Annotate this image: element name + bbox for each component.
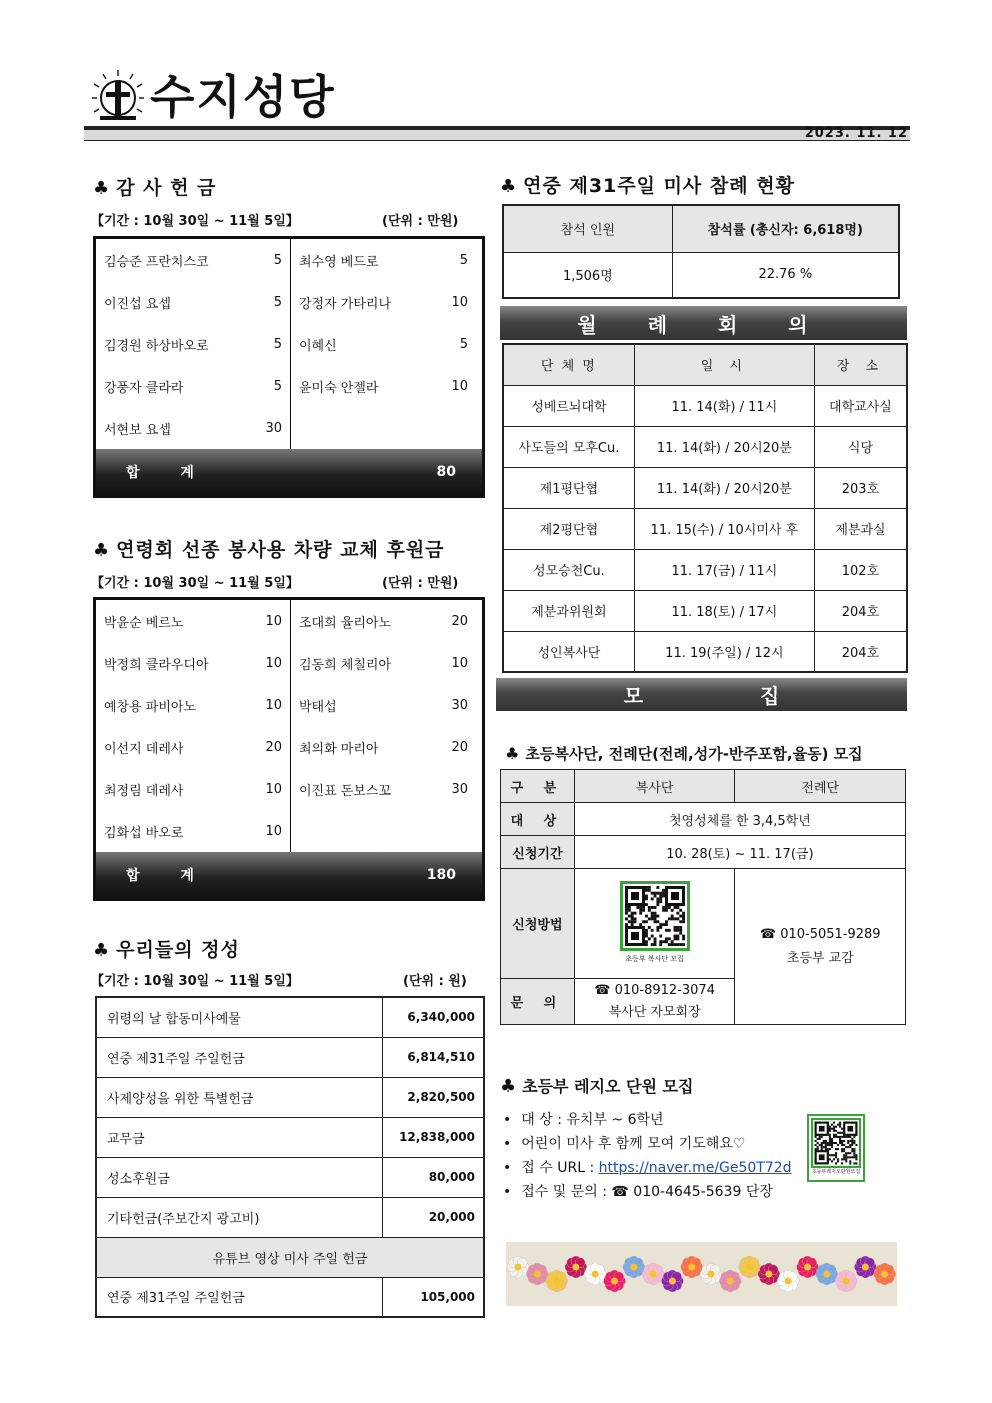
vehicle-box	[93, 597, 485, 901]
donor-name: 박정희 클라우디아	[104, 657, 209, 673]
donor-name: 강풍자 클라라	[104, 380, 184, 396]
legio-item-url: • 접 수 URL : https://naver.me/Ge50T72d	[503, 1156, 792, 1180]
donor-name: 김화섭 바오로	[104, 825, 184, 841]
meeting-group: 제분과위원회	[503, 590, 634, 631]
vehicle-period: 【기간 : 10월 30일 ~ 11월 5일】	[91, 576, 299, 591]
recruit-inquiry-label: 문 의	[501, 979, 575, 1025]
vehicle-grid	[96, 600, 482, 852]
donor-entry	[96, 323, 291, 365]
donor-entry	[291, 768, 476, 810]
legio-heading: ♣ 초등부 레지오 단원 모집	[500, 1076, 694, 1097]
donor-entry	[96, 239, 291, 281]
donor-entry	[291, 600, 476, 642]
offering-amount: 6,340,000	[382, 997, 484, 1037]
meeting-place: 제분과실	[814, 508, 907, 549]
donor-amount: 5	[459, 336, 468, 352]
offering-row	[96, 997, 484, 1037]
donor-name: 김동희 체칠리아	[299, 657, 392, 673]
offering-amount: 80,000	[382, 1157, 484, 1197]
recruit-col-div: 구 분	[501, 770, 575, 803]
donor-name: 윤미숙 안젤라	[299, 380, 379, 396]
legio-item-desc: • 어린이 미사 후 함께 모여 기도해요♡	[503, 1132, 792, 1156]
flower-banner	[506, 1242, 897, 1306]
donor-amount: 10	[451, 655, 468, 671]
meeting-group: 제1평단협	[503, 467, 634, 508]
donor-amount: 30	[265, 420, 282, 436]
donor-entry	[291, 642, 476, 684]
thanks-grid	[96, 239, 482, 449]
thanks-heading: ♣ 감 사 헌 금	[93, 177, 217, 199]
vehicle-unit: (단위 : 만원)	[382, 576, 459, 591]
offering-amount: 12,838,000	[382, 1117, 484, 1157]
donor-entry	[291, 323, 476, 365]
meeting-time: 11. 14(화) / 11시	[634, 385, 814, 426]
liturgy-phone: ☎ 010-5051-9289	[759, 926, 881, 942]
offering-row	[96, 1277, 484, 1317]
meeting-time: 11. 19(주일) / 12시	[634, 631, 814, 672]
offering-amount: 2,820,500	[382, 1077, 484, 1117]
cross-logo-icon	[92, 70, 144, 124]
legio-item-contact: • 접수 및 문의 : ☎ 010-4645-5639 단장	[503, 1180, 792, 1204]
offering-name: 기타헌금(주보간지 광고비)	[96, 1197, 382, 1237]
qr-caption: 초등부 복사단 모집	[625, 954, 684, 963]
meeting-group: 제2평단협	[503, 508, 634, 549]
meeting-row	[503, 631, 907, 672]
donor-name: 최정림 데레사	[104, 783, 184, 799]
altar-phone: ☎ 010-8912-3074	[594, 982, 715, 998]
meeting-time: 11. 14(화) / 20시20분	[634, 467, 814, 508]
meeting-group: 성베르뇌대학	[503, 385, 634, 426]
recruit-period: 10. 28(토) ~ 11. 17(금)	[574, 836, 905, 869]
recruit-subheading: ♣ 초등복사단, 전례단(전례,성가-반주포함,율동) 모집	[505, 744, 863, 763]
club-icon: ♣	[93, 540, 111, 561]
offering-table	[95, 996, 485, 1318]
legio-list	[503, 1108, 792, 1204]
vehicle-heading: ♣ 연령회 선종 봉사용 차량 교체 후원금	[93, 539, 445, 561]
meeting-row	[503, 590, 907, 631]
thanks-period: 【기간 : 10월 30일 ~ 11월 5일】	[91, 214, 299, 229]
meeting-time: 11. 14(화) / 20시20분	[634, 426, 814, 467]
thanks-unit: (단위 : 만원)	[382, 214, 459, 229]
donor-name: 이진표 돈보스꼬	[299, 783, 392, 799]
offering-name: 연중 제31주일 주일헌금	[96, 1277, 382, 1317]
donor-name: 이혜신	[299, 338, 337, 354]
offering-row	[96, 1117, 484, 1157]
donor-amount: 10	[265, 613, 282, 629]
meeting-row	[503, 426, 907, 467]
donor-entry	[96, 365, 291, 407]
donor-entry	[291, 281, 476, 323]
donor-amount: 10	[265, 697, 282, 713]
recruit-heading: 모 집	[496, 678, 907, 711]
donor-name: 최의화 마리아	[299, 741, 379, 757]
offering-heading: ♣ 우리들의 정성	[93, 939, 240, 961]
donor-amount: 30	[451, 697, 468, 713]
donor-entry	[291, 239, 476, 281]
offering-name: 사제양성을 위한 특별헌금	[96, 1077, 382, 1117]
recruit-col-altar: 복사단	[574, 770, 735, 803]
donor-amount: 5	[273, 252, 282, 268]
meeting-place: 식당	[814, 426, 907, 467]
liturgy-contact: 초등부 교감	[786, 950, 854, 966]
club-icon: ♣	[93, 178, 111, 199]
meeting-place: 204호	[814, 590, 907, 631]
qr-code-icon[interactable]	[620, 881, 690, 951]
donor-entry	[96, 810, 291, 852]
meeting-place: 204호	[814, 631, 907, 672]
donor-entry	[291, 365, 476, 407]
offering-amount: 105,000	[382, 1277, 484, 1317]
donor-name: 이선지 데레사	[104, 741, 184, 757]
meeting-time: 11. 18(토) / 17시	[634, 590, 814, 631]
donor-name: 서현보 요셉	[104, 422, 171, 438]
altar-contact: 복사단 자모회장	[608, 1004, 701, 1020]
attendance-heading: ♣ 연중 제31주일 미사 참례 현황	[500, 175, 795, 197]
recruit-target: 첫영성체를 한 3,4,5학년	[574, 803, 905, 836]
donor-amount: 20	[265, 739, 282, 755]
attendance-col-count: 참석 인원	[503, 205, 672, 252]
youtube-label: 유튜브 영상 미사 주일 헌금	[96, 1237, 484, 1277]
donor-name: 조대희 율리아노	[299, 615, 392, 631]
parish-title: 수지성당	[150, 70, 336, 124]
legio-item-target: • 대 상 : 유치부 ~ 6학년	[503, 1108, 792, 1132]
donor-amount: 10	[265, 823, 282, 839]
offering-row	[96, 1157, 484, 1197]
recruit-target-label: 대 상	[501, 803, 575, 836]
offering-name: 교무금	[96, 1117, 382, 1157]
thanks-box	[93, 236, 485, 498]
meeting-row	[503, 385, 907, 426]
youtube-header-row	[96, 1237, 484, 1277]
donor-amount: 10	[265, 781, 282, 797]
donor-entry	[96, 768, 291, 810]
donor-amount: 5	[273, 294, 282, 310]
meeting-row	[503, 467, 907, 508]
thanks-total-row: 합 계 80	[96, 449, 482, 495]
header-band	[84, 130, 910, 141]
recruit-method-label: 신청방법	[501, 869, 575, 979]
donor-name: 예창용 파비아노	[104, 699, 197, 715]
legio-url-link[interactable]: https://naver.me/Ge50T72d	[598, 1160, 792, 1176]
donor-entry	[96, 281, 291, 323]
attendance-rate: 22.76 %	[672, 252, 899, 298]
attendance-col-rate: 참석률 (총신자: 6,618명)	[672, 205, 899, 252]
donor-name: 이진섭 요셉	[104, 296, 171, 312]
donor-entry	[291, 684, 476, 726]
recruit-period-label: 신청기간	[501, 836, 575, 869]
attendance-count: 1,506명	[503, 252, 672, 298]
recruit-qr-cell	[574, 869, 735, 979]
donor-name: 강정자 가타리나	[299, 296, 392, 312]
offering-row	[96, 1037, 484, 1077]
meeting-place: 102호	[814, 549, 907, 590]
recruit-altar-contact-cell	[574, 979, 735, 1025]
donor-entry	[291, 726, 476, 768]
donor-name: 박태섭	[299, 699, 337, 715]
meeting-group: 사도들의 모후Cu.	[503, 426, 634, 467]
donor-amount: 10	[451, 378, 468, 394]
donor-amount: 10	[265, 655, 282, 671]
thanks-total: 80	[436, 464, 456, 480]
club-icon: ♣	[93, 940, 111, 961]
donor-entry	[96, 600, 291, 642]
offering-row	[96, 1197, 484, 1237]
legio-qr-box	[807, 1114, 865, 1182]
vehicle-total: 180	[426, 867, 456, 883]
donor-amount: 10	[451, 294, 468, 310]
meeting-time: 11. 17(금) / 11시	[634, 549, 814, 590]
recruit-col-liturgy: 전례단	[735, 770, 906, 803]
meeting-place: 203호	[814, 467, 907, 508]
meeting-group: 성인복사단	[503, 631, 634, 672]
qr-code-icon[interactable]	[811, 1118, 861, 1168]
offering-row	[96, 1077, 484, 1117]
offering-name: 연중 제31주일 주일헌금	[96, 1037, 382, 1077]
donor-amount: 30	[451, 781, 468, 797]
bulletin-date: 2023. 11. 12	[804, 126, 908, 141]
meetings-col-place: 장 소	[814, 344, 907, 385]
offering-amount: 20,000	[382, 1197, 484, 1237]
meeting-time: 11. 15(수) / 10시미사 후	[634, 508, 814, 549]
donor-amount: 5	[273, 336, 282, 352]
club-icon: ♣	[500, 1076, 517, 1097]
donor-amount: 5	[459, 252, 468, 268]
donor-entry	[96, 726, 291, 768]
donor-entry	[291, 407, 476, 449]
offering-name: 위령의 날 합동미사예물	[96, 997, 382, 1037]
donor-entry	[96, 684, 291, 726]
donor-name: 김승준 프란치스코	[104, 254, 209, 270]
meeting-row	[503, 549, 907, 590]
meetings-col-group: 단 체 명	[503, 344, 634, 385]
legio-qr-caption: 초등부레지오단원모집	[811, 1169, 861, 1175]
meeting-place: 대학교사실	[814, 385, 907, 426]
donor-name: 최수영 베드로	[299, 254, 379, 270]
vehicle-total-row: 합 계 180	[96, 852, 482, 898]
donor-name: 박윤순 베르노	[104, 615, 184, 631]
meeting-row	[503, 508, 907, 549]
offering-amount: 6,814,510	[382, 1037, 484, 1077]
donor-amount: 20	[451, 739, 468, 755]
attendance-table	[502, 204, 900, 299]
donor-entry	[96, 407, 291, 449]
donor-amount: 20	[451, 613, 468, 629]
recruit-table	[500, 769, 906, 1025]
donor-name: 김경원 하상바오로	[104, 338, 209, 354]
donor-entry	[96, 642, 291, 684]
donor-amount: 5	[273, 378, 282, 394]
recruit-liturgy-contact-cell	[735, 869, 906, 1025]
club-icon: ♣	[505, 744, 520, 763]
meeting-group: 성모승천Cu.	[503, 549, 634, 590]
club-icon: ♣	[500, 176, 518, 197]
offering-period: 【기간 : 10월 30일 ~ 11월 5일】	[91, 974, 299, 989]
offering-name: 성소후원금	[96, 1157, 382, 1197]
meetings-heading: 월 례 회 의	[500, 306, 907, 340]
donor-entry	[291, 810, 476, 852]
meetings-col-time: 일 시	[634, 344, 814, 385]
meetings-table	[502, 343, 908, 673]
offering-unit: (단위 : 원)	[403, 974, 467, 989]
